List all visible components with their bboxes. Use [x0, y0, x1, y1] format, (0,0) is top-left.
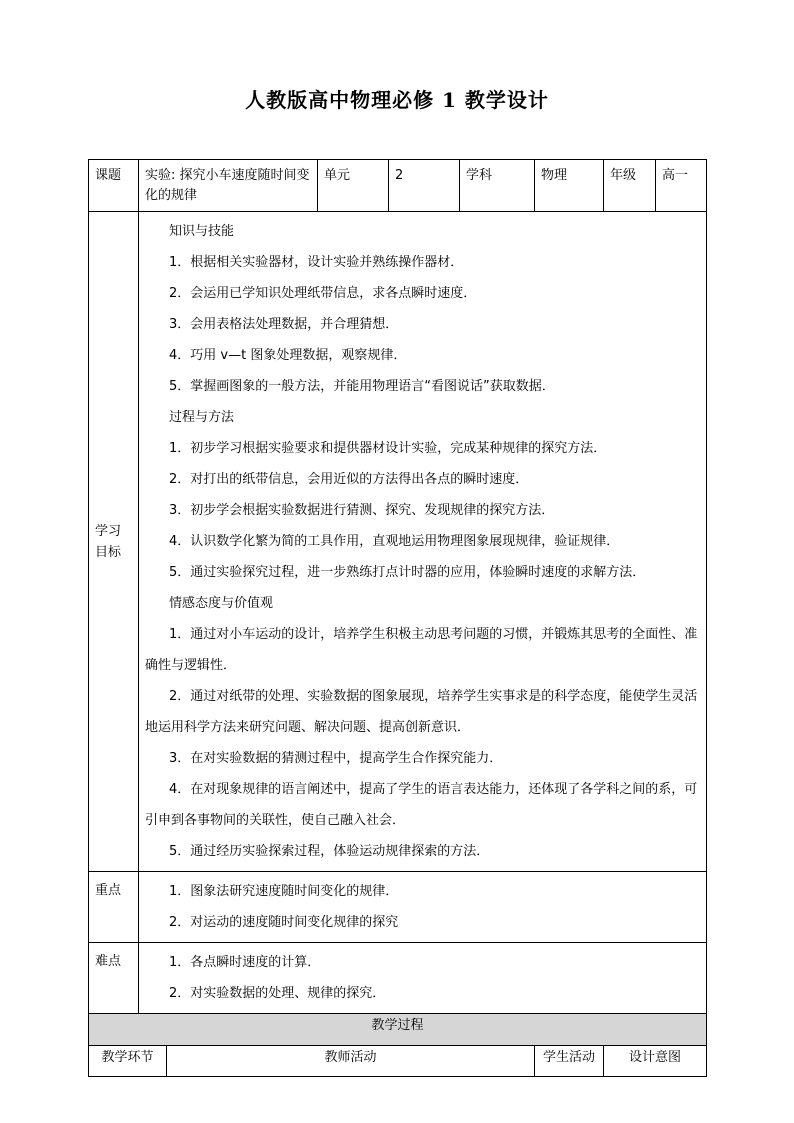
goals-row — [89, 212, 707, 872]
goals-item: 3．在对实验数据的猜测过程中，提高学生合作探究能力． — [169, 751, 503, 766]
goals-item: 3．会用表格法处理数据，并合理猜想． — [169, 317, 399, 332]
subject-value: 物理 — [541, 168, 568, 183]
goals-section-heading: 过程与方法 — [169, 410, 235, 425]
goals-item: 5．通过经历实验探索过程，体验运动规律探索的方法． — [169, 844, 490, 859]
goals-item: 4．认识数学化繁为简的工具作用，直观地运用物理图象展现规律，验证规律． — [169, 534, 620, 549]
topic-value: 实验: 探究小车速度随时间变化的规律 — [145, 168, 310, 203]
goals-item: 4．巧用 v—t 图象处理数据，观察规律． — [169, 348, 407, 363]
goals-content — [139, 212, 706, 871]
grade-value: 高一 — [662, 168, 689, 183]
goals-item: 1．通过对小车运动的设计，培养学生积极主动思考问题的习惯，并锻炼其思考的全面性、准确性与逻辑性． — [145, 627, 698, 673]
goals-section-heading: 知识与技能 — [169, 224, 235, 239]
difficulty-item: 2．对实验数据的处理、规律的探究． — [169, 986, 386, 1001]
col-teacher: 教师活动 — [167, 1046, 535, 1077]
key-points-row — [89, 872, 707, 943]
goals-item: 2．对打出的纸带信息，会用近似的方法得出各点的瞬时速度． — [169, 472, 529, 487]
key-points-label: 重点 — [95, 883, 122, 898]
unit-value: 2 — [395, 168, 404, 183]
document-title: 人教版高中物理必修 1 教学设计 — [245, 88, 549, 112]
difficulty-item: 1．各点瞬时速度的计算． — [169, 955, 321, 970]
key-point-item: 1．图象法研究速度随时间变化的规律． — [169, 884, 399, 899]
unit-label: 单元 — [324, 168, 351, 183]
grade-label: 年级 — [610, 168, 637, 183]
subject-label: 学科 — [466, 168, 493, 183]
goals-item: 5．通过实验探究过程，进一步熟练打点计时器的应用，体验瞬时速度的求解方法． — [169, 565, 646, 580]
key-points-content — [139, 872, 706, 942]
col-student: 学生活动 — [535, 1046, 604, 1077]
process-title-row — [89, 1014, 707, 1046]
process-title: 教学过程 — [89, 1014, 707, 1046]
goals-item: 1．根据相关实验器材，设计实验并熟练操作器材． — [169, 255, 464, 270]
goals-item: 1．初步学习根据实验要求和提供器材设计实验，完成某种规律的探究方法． — [169, 441, 607, 456]
goals-item: 3．初步学会根据实验数据进行猜测、探究、发现规律的探究方法． — [169, 503, 555, 518]
difficulties-label: 难点 — [95, 954, 122, 969]
goals-item: 4．在对现象规律的语言阐述中，提高了学生的语言表达能力，还体现了各学科之间的系，可引申到各事物间的关联性，使自己融入社会． — [145, 782, 698, 828]
header-row — [89, 160, 707, 212]
goals-label: 学习目标 — [95, 523, 122, 560]
process-columns-row — [89, 1046, 707, 1077]
difficulties-row — [89, 943, 707, 1014]
topic-label: 课题 — [95, 168, 122, 183]
lesson-plan-table — [88, 159, 707, 1077]
key-point-item: 2．对运动的速度随时间变化规律的探究 — [169, 915, 399, 930]
goals-section-heading: 情感态度与价值观 — [169, 596, 274, 611]
goals-item: 2．会运用已学知识处理纸带信息，求各点瞬时速度． — [169, 286, 477, 301]
difficulties-content — [139, 943, 706, 1013]
col-intent: 设计意图 — [604, 1046, 707, 1077]
goals-item: 2．通过对纸带的处理、实验数据的图象展现，培养学生实事求是的科学态度，能使学生灵活地运用科学方法来研究问题、解决问题、提高创新意识． — [145, 689, 698, 735]
col-stage: 教学环节 — [89, 1046, 167, 1077]
goals-item: 5．掌握画图象的一般方法，并能用物理语言“看图说话”获取数据． — [169, 379, 555, 394]
